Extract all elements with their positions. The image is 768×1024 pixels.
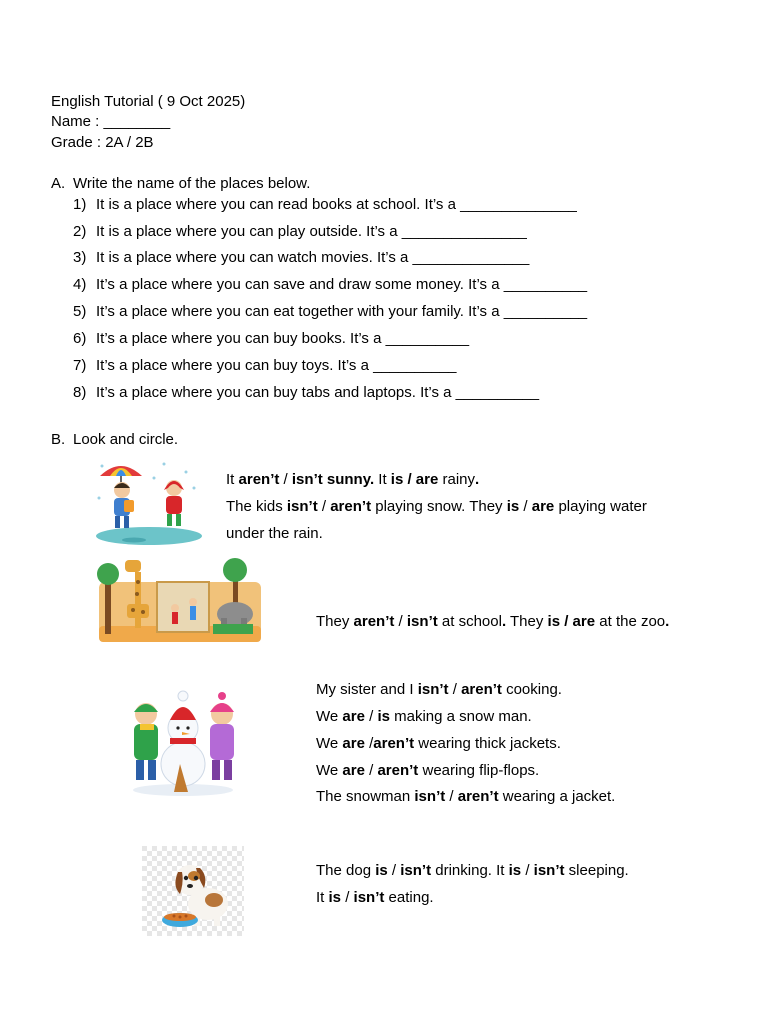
section-b-heading: Look and circle. — [73, 431, 179, 448]
dog-sentence-1: The dog is / isn’t drinking. It is / isn’t sleeping. — [316, 862, 629, 879]
rainy-kids-image — [94, 458, 204, 546]
dog-sentence-2: It is / isn’t eating. — [316, 889, 434, 906]
snow-sentence-3: We are /aren’t wearing thick jackets. — [316, 735, 561, 752]
snow-sentence-4: We are / aren’t wearing flip-flops. — [316, 762, 540, 779]
section-a-heading: Write the name of the places below. — [73, 175, 311, 192]
item-number: 6) — [73, 330, 87, 347]
item-text: It’s a place where you can buy books. It’s a __________ — [96, 330, 470, 347]
list-item — [0, 329, 768, 349]
item-text: It’s a place where you can buy tabs and laptops. It’s a __________ — [96, 384, 540, 401]
item-number: 1) — [73, 196, 87, 213]
worksheet-title: English Tutorial ( 9 Oct 2025) — [51, 93, 246, 110]
list-item — [0, 383, 768, 403]
puppy-eating-image — [142, 846, 244, 936]
item-text: It’s a place where you can buy toys. It’s a __________ — [96, 357, 457, 374]
zoo-sentence: They aren’t / isn’t at school. They is / are at the zoo. — [316, 613, 670, 630]
grade-label: Grade : 2A / 2B — [51, 134, 154, 151]
list-item — [0, 222, 768, 242]
item-number: 3) — [73, 249, 87, 266]
list-item — [0, 302, 768, 322]
item-text: It is a place where you can watch movies. It’s a ______________ — [96, 249, 530, 266]
item-text: It is a place where you can read books at school. It’s a ______________ — [96, 196, 577, 213]
snow-sentence-1: My sister and I isn’t / aren’t cooking. — [316, 681, 562, 698]
rain-sentence-1: It aren’t / isn’t sunny. It is / are rainy. — [226, 471, 480, 488]
snow-sentence-5: The snowman isn’t / aren’t wearing a jacket. — [316, 788, 616, 805]
list-item — [0, 195, 768, 215]
item-text: It’s a place where you can eat together with your family. It’s a __________ — [96, 303, 588, 320]
rain-sentence-3: under the rain. — [226, 525, 323, 542]
snow-sentence-2: We are / is making a snow man. — [316, 708, 532, 725]
list-item — [0, 275, 768, 295]
list-item — [0, 356, 768, 376]
item-number: 8) — [73, 384, 87, 401]
item-number: 5) — [73, 303, 87, 320]
zoo-image — [97, 552, 263, 644]
item-text: It’s a place where you can save and draw some money. It’s a __________ — [96, 276, 588, 293]
list-item — [0, 248, 768, 268]
rain-sentence-2: The kids isn’t / aren’t playing snow. They is / are playing water — [226, 498, 647, 515]
item-number: 2) — [73, 223, 87, 240]
section-b-label: B. — [51, 431, 66, 448]
item-text: It is a place where you can play outside. It’s a _______________ — [96, 223, 527, 240]
item-number: 7) — [73, 357, 87, 374]
snowman-kids-image — [126, 684, 240, 798]
item-number: 4) — [73, 276, 87, 293]
section-a-label: A. — [51, 175, 66, 192]
name-field: Name : ________ — [51, 113, 171, 130]
